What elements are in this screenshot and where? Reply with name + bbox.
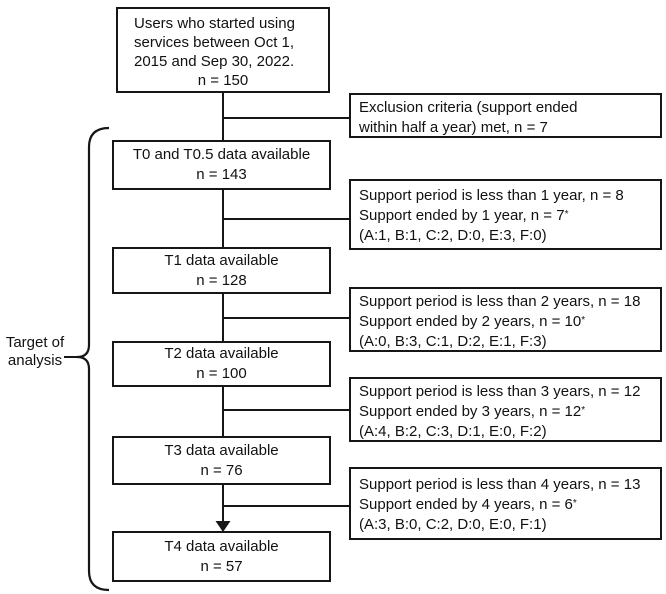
stage-box-t4	[112, 531, 331, 582]
dropout-line: Support ended by 2 years, n = 10*	[359, 313, 586, 330]
stage-box-t05	[112, 140, 331, 190]
stage-title: T1 data available	[164, 251, 279, 269]
stage-n: n = 100	[196, 365, 247, 382]
dropout-line: Support ended by 4 years, n = 6*	[359, 496, 577, 513]
start-line: Users who started using	[134, 15, 295, 32]
start-line: services between Oct 1,	[134, 34, 295, 51]
stage-box-t1	[112, 247, 331, 294]
stage-box-t3	[112, 436, 331, 485]
dropout-box-1	[349, 179, 662, 250]
start-line: 2015 and Sep 30, 2022.	[134, 53, 295, 70]
exclusion-box	[349, 93, 662, 138]
asterisk: *	[572, 498, 577, 509]
stage-n: n = 76	[200, 461, 243, 479]
dropout-line: (A:3, B:0, C:2, D:0, E:0, F:1)	[359, 516, 547, 533]
stage-n: n = 143	[196, 166, 247, 183]
dropout-line: Support period is less than 1 year, n = 8	[359, 187, 624, 204]
target-bracket	[77, 128, 109, 590]
dropout-line: Support period is less than 4 years, n = 13	[359, 476, 641, 493]
dropout-line: (A:1, B:1, C:2, D:0, E:3, F:0)	[359, 227, 547, 244]
stage-title: T0 and T0.5 data available	[132, 146, 311, 163]
target-of-analysis-label: Target of analysis	[5, 334, 65, 369]
asterisk: *	[564, 209, 569, 220]
dropout-line: Support period is less than 2 years, n = 18	[359, 293, 641, 310]
exclusion-line: Exclusion criteria (support ended	[359, 99, 578, 116]
dropout-line: (A:4, B:2, C:3, D:1, E:0, F:2)	[359, 423, 547, 440]
asterisk: *	[581, 405, 586, 416]
stage-title: T2 data available	[164, 345, 279, 362]
dropout-line: Support period is less than 3 years, n = 12	[359, 383, 641, 400]
dropout-box-2	[349, 287, 662, 352]
dropout-line: Support ended by 1 year, n = 7*	[359, 207, 569, 224]
start-box	[116, 7, 330, 93]
dropout-box-4	[349, 467, 662, 540]
stage-box-t2	[112, 341, 331, 387]
stage-n: n = 128	[196, 271, 247, 289]
start-n: n = 150	[197, 72, 249, 89]
stage-title: T3 data available	[164, 441, 279, 459]
dropout-line: Support ended by 3 years, n = 12*	[359, 403, 586, 420]
exclusion-line: within half a year) met, n = 7	[359, 119, 548, 136]
asterisk: *	[581, 315, 586, 326]
dropout-box-3	[349, 377, 662, 442]
stage-title: T4 data available	[164, 537, 279, 555]
dropout-line: (A:0, B:3, C:1, D:2, E:1, F:3)	[359, 333, 547, 350]
stage-n: n = 57	[200, 557, 243, 575]
